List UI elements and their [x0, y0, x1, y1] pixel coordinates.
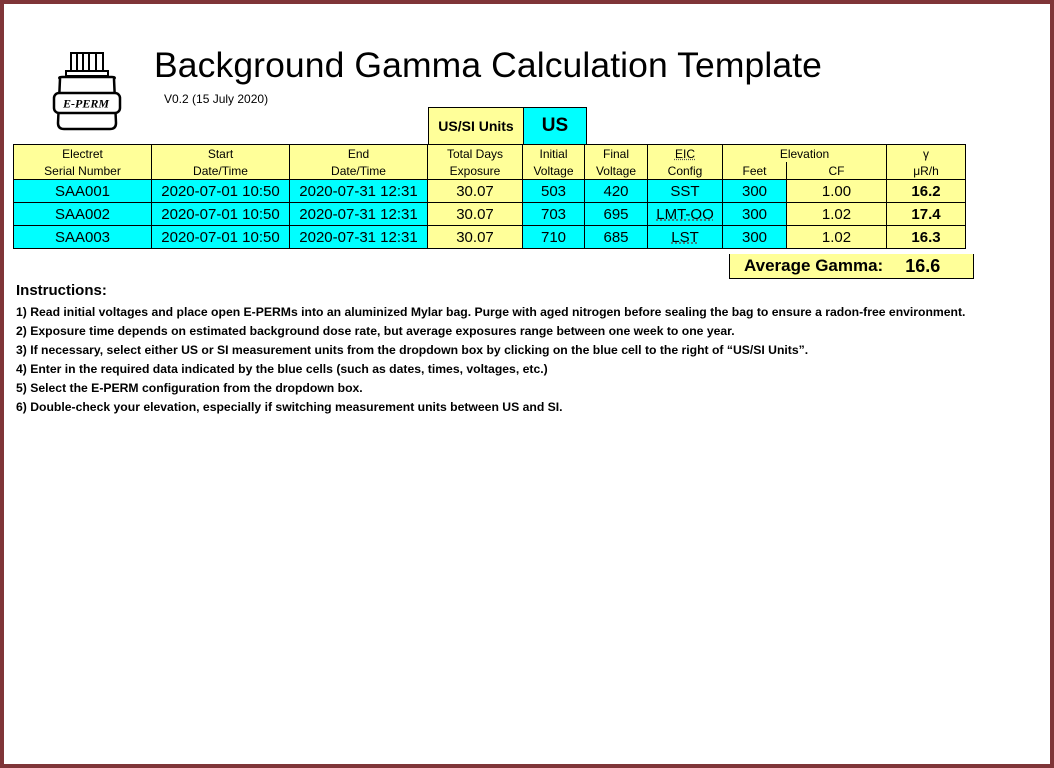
instruction-item: 1) Read initial voltages and place open E-PERMs into an aluminized Mylar bag. Purge with aged nitrogen before sealing the bag to ensure a radon-free environment.	[16, 305, 966, 319]
start-cell[interactable]: 2020-07-01 10:50	[152, 180, 290, 203]
feet-cell[interactable]: 300	[723, 203, 787, 226]
instruction-item: 5) Select the E-PERM configuration from the dropdown box.	[16, 381, 363, 395]
header-final-voltage: Voltage	[585, 162, 648, 180]
units-label: US/SI Units	[429, 108, 524, 145]
instruction-item: 6) Double-check your elevation, especially if switching measurement units between US and SI.	[16, 400, 563, 414]
end-cell[interactable]: 2020-07-31 12:31	[290, 226, 428, 249]
end-cell[interactable]: 2020-07-31 12:31	[290, 180, 428, 203]
header-eic: EIC	[648, 145, 723, 163]
header-config: Config	[648, 162, 723, 180]
units-dropdown-cell[interactable]: US	[524, 108, 587, 145]
instruction-item: 3) If necessary, select either US or SI measurement units from the dropdown box by clicking on the blue cell to the right of “US/SI Units”.	[16, 343, 809, 357]
initial-voltage-cell[interactable]: 703	[523, 203, 585, 226]
version-label: V0.2 (15 July 2020)	[164, 92, 269, 106]
header-start: Start	[152, 145, 290, 163]
header-exposure: Exposure	[428, 162, 523, 180]
header-elevation: Elevation	[723, 145, 887, 163]
table-row	[14, 226, 966, 249]
average-gamma-value: 16.6	[905, 255, 941, 276]
cf-cell: 1.00	[787, 180, 887, 203]
header-initial-voltage: Voltage	[523, 162, 585, 180]
start-cell[interactable]: 2020-07-01 10:50	[152, 203, 290, 226]
initial-voltage-cell[interactable]: 503	[523, 180, 585, 203]
final-voltage-cell[interactable]: 695	[585, 203, 648, 226]
header-gamma-unit: μR/h	[887, 162, 966, 180]
average-gamma-label: Average Gamma:	[744, 256, 884, 275]
header-start-datetime: Date/Time	[152, 162, 290, 180]
header-feet: Feet	[723, 162, 787, 180]
header-initial: Initial	[523, 145, 585, 163]
header-end: End	[290, 145, 428, 163]
serial-cell[interactable]: SAA003	[14, 226, 152, 249]
days-cell: 30.07	[428, 226, 523, 249]
feet-cell[interactable]: 300	[723, 180, 787, 203]
gamma-cell: 17.4	[887, 203, 966, 226]
final-voltage-cell[interactable]: 420	[585, 180, 648, 203]
serial-cell[interactable]: SAA002	[14, 203, 152, 226]
instructions-title: Instructions:	[16, 282, 107, 299]
gamma-data-table	[13, 144, 966, 249]
instruction-item: 4) Enter in the required data indicated by the blue cells (such as dates, times, voltages, etc.)	[16, 362, 548, 376]
config-cell[interactable]: SST	[648, 180, 723, 203]
feet-cell[interactable]: 300	[723, 226, 787, 249]
header-final: Final	[585, 145, 648, 163]
table-row	[14, 203, 966, 226]
cf-cell: 1.02	[787, 203, 887, 226]
serial-cell[interactable]: SAA001	[14, 180, 152, 203]
gamma-cell: 16.3	[887, 226, 966, 249]
config-cell[interactable]: LST	[648, 226, 723, 249]
header-electret: Electret	[14, 145, 152, 163]
gamma-cell: 16.2	[887, 180, 966, 203]
header-serial-number: Serial Number	[14, 162, 152, 180]
header-gamma: γ	[887, 145, 966, 163]
end-cell[interactable]: 2020-07-31 12:31	[290, 203, 428, 226]
svg-text:E-PERM: E-PERM	[62, 96, 110, 111]
initial-voltage-cell[interactable]: 710	[523, 226, 585, 249]
table-row	[14, 180, 966, 203]
days-cell: 30.07	[428, 180, 523, 203]
days-cell: 30.07	[428, 203, 523, 226]
instruction-item: 2) Exposure time depends on estimated background dose rate, but average exposures range between one week to one year.	[16, 324, 735, 338]
start-cell[interactable]: 2020-07-01 10:50	[152, 226, 290, 249]
final-voltage-cell[interactable]: 685	[585, 226, 648, 249]
header-end-datetime: Date/Time	[290, 162, 428, 180]
cf-cell: 1.02	[787, 226, 887, 249]
config-cell[interactable]: LMT-OO	[648, 203, 723, 226]
header-total-days: Total Days	[428, 145, 523, 163]
instructions-list	[16, 304, 965, 418]
header-cf: CF	[787, 162, 887, 180]
average-gamma-box	[729, 254, 974, 279]
e-perm-logo	[52, 49, 122, 131]
page-title: Background Gamma Calculation Template	[154, 45, 823, 85]
units-selector	[428, 107, 587, 145]
